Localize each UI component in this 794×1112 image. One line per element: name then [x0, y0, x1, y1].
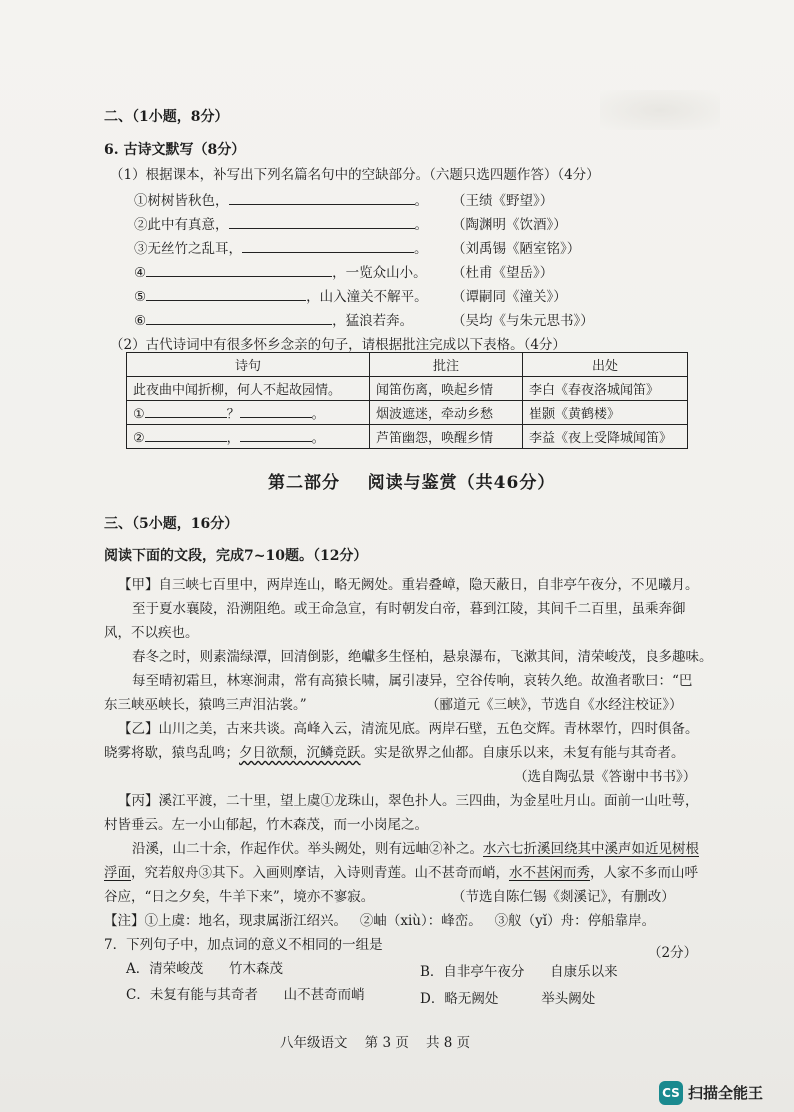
passage-jia-source: （郦道元《三峡》，节选自《水经注校证》） [426, 697, 683, 713]
passage-bing-line-4 [104, 861, 698, 881]
table-cell-poem [127, 401, 370, 425]
table-row [127, 425, 688, 449]
yi-underlined: 夕日欲颓，沉鳞竞跃 [239, 745, 361, 761]
row-punct: ， [226, 431, 240, 446]
line-post: ，猛浪若奔。 [332, 313, 414, 329]
camscanner-label: 扫描全能王 [688, 1084, 764, 1102]
table-cell-poem [127, 425, 370, 449]
q7-option-c[interactable]: C．未复有能与其奇者 山不甚奇而峭 [126, 987, 365, 1003]
bing-text: ，人家不多而山呼 [590, 865, 698, 881]
table-cell-note: 闻笛伤离，唤起乡情 [370, 377, 523, 401]
table-cell-note: 芦笛幽怨，唤醒乡情 [370, 425, 523, 449]
answer-blank[interactable] [240, 427, 312, 442]
q6-2-instruction: （2）古代诗词中有很多怀乡念亲的句子，请根据批注完成以下表格。（4分） [110, 337, 566, 353]
table-cell-poem: 此夜曲中闻折柳，何人不起故园情。 [127, 377, 370, 401]
line-num: ③ [134, 241, 148, 257]
passage-bing-line-1: 【丙】溪江平渡，二十里，望上虞①龙珠山，翠色扑人。三四曲，为金星吐月山。面前一山吐萼， [118, 793, 699, 809]
q7-option-b[interactable]: B．自非亭午夜分 自康乐以来 [420, 964, 618, 980]
passage-yi-source: （选自陶弘景《答谢中书书》） [514, 769, 697, 785]
answer-blank[interactable] [229, 190, 415, 205]
fill-line-5 [134, 285, 428, 305]
smudge [600, 90, 720, 130]
answer-blank[interactable] [229, 214, 415, 229]
part2-title: 第二部分 阅读与鉴赏（共46分） [268, 473, 556, 493]
bing-underlined: 浮面 [104, 865, 131, 881]
fill-line-2 [134, 213, 428, 233]
line-source-1: （王绩《野望》） [452, 193, 554, 209]
table-cell-source: 李白《春夜洛城闻笛》 [523, 377, 688, 401]
q7-stem: 7．下列句子中，加点词的意义不相同的一组是 [104, 937, 383, 953]
line-pre: 此中有真意， [147, 217, 229, 233]
bing-underlined: 水六七折溪回绕其中溪声如近见树根 [483, 841, 699, 857]
passage-bing-source: （节选自陈仁锡《剡溪记》，有删改） [452, 889, 675, 905]
passage-jia-line-6: 东三峡巫峡长，猿鸣三声泪沾裳。” [104, 697, 307, 713]
q6-title: 6. 古诗文默写（8分） [104, 142, 246, 158]
bing-text: ，究若舣舟③其下。入画则摩诘，入诗则青莲。山不甚奇而峭， [131, 865, 509, 881]
passage-jia-line-4: 春冬之时，则素湍绿潭，回清倒影，绝巘多生怪柏，悬泉瀑布，飞漱其间，清荣峻茂，良多趣味。 [132, 649, 713, 665]
row-punct: 。 [311, 431, 325, 446]
line-post: 。 [414, 193, 428, 209]
table-row [127, 377, 688, 401]
line-source-4: （杜甫《望岳》） [452, 265, 554, 281]
answer-blank[interactable] [146, 262, 332, 277]
passage-yi-line-2 [104, 741, 685, 761]
answer-blank[interactable] [240, 403, 312, 418]
line-source-3: （刘禹锡《陋室铭》） [452, 241, 581, 257]
fill-line-1 [134, 189, 428, 209]
yi-text: 晓雾将歇，猿鸟乱鸣； [104, 745, 239, 761]
passage-jia-line-2: 至于夏水襄陵，沿溯阻绝。或王命急宣，有时朝发白帝，暮到江陵，其间千二百里，虽乘奔御 [132, 601, 686, 617]
bing-underlined: 水不甚闲而秀 [509, 865, 590, 881]
line-source-2: （陶渊明《饮酒》） [452, 217, 567, 233]
bing-text: 沿溪，山二十余，作起作伏。举头阙处，则有远岫②补之。 [132, 841, 483, 857]
table-header: 批注 [370, 353, 523, 377]
q7-option-a[interactable]: A．清荣峻茂 竹木森茂 [126, 961, 283, 977]
passage-bing-line-5: 谷应，“日之夕矣，牛羊下来”，境亦不寥寂。 [104, 889, 375, 905]
passage-bing-line-2: 村皆垂云。左一小山郁起，竹木森茂，而一小岗尾之。 [104, 817, 428, 833]
line-num: ① [134, 193, 148, 209]
poem-table [126, 352, 688, 449]
table-cell-source: 李益《夜上受降城闻笛》 [523, 425, 688, 449]
table-header: 诗句 [127, 353, 370, 377]
passage-jia-line-3: 风，不以疾也。 [104, 625, 199, 641]
section2-heading: 二、（1小题，8分） [104, 109, 229, 125]
answer-blank[interactable] [146, 286, 306, 301]
table-header-row [127, 353, 688, 377]
table-cell-source: 崔颢《黄鹤楼》 [523, 401, 688, 425]
section3-heading: 三、（5小题，16分） [104, 516, 239, 532]
line-source-6: （吴均《与朱元思书》） [452, 313, 594, 329]
yi-text: 。实是欲界之仙都。自康乐以来，未复有能与其奇者。 [360, 745, 685, 761]
row-num: ① [133, 407, 145, 422]
passage-jia-line-1: 【甲】自三峡七百里中，两岸连山，略无阙处。重岩叠嶂，隐天蔽日，自非亭午夜分，不见曦月。 [118, 577, 699, 593]
line-num: ④ [134, 265, 147, 281]
line-source-5: （谭嗣同《潼关》） [452, 289, 567, 305]
line-post: ，山入潼关不解平。 [306, 289, 428, 305]
answer-blank[interactable] [145, 427, 227, 442]
answer-blank[interactable] [242, 238, 414, 253]
table-header: 出处 [523, 353, 688, 377]
line-pre: 树树皆秋色， [147, 193, 229, 209]
q6-1-instruction: （1）根据课本，补写出下列名篇名句中的空缺部分。（六题只选四题作答）（4分） [110, 167, 600, 183]
line-post: ，一览众山小。 [332, 265, 427, 281]
q7-score: （2分） [648, 945, 698, 961]
table-row [127, 401, 688, 425]
fill-line-6 [134, 309, 413, 329]
answer-blank[interactable] [145, 403, 227, 418]
fill-line-4 [134, 261, 427, 281]
line-num: ② [134, 217, 148, 233]
answer-blank[interactable] [146, 310, 332, 325]
line-post: 。 [414, 217, 428, 233]
table-cell-note: 烟波遮迷，牵动乡愁 [370, 401, 523, 425]
footnote: 【注】①上虞：地名，现隶属浙江绍兴。 ②岫（xiù）：峰峦。 ③舣（yǐ）舟：停船靠岸。 [104, 913, 656, 929]
row-punct: ？ [226, 407, 240, 422]
page-footer: 八年级语文 第 3 页 共 8 页 [280, 1035, 471, 1051]
line-post: 。 [414, 241, 428, 257]
line-num: ⑤ [134, 289, 147, 305]
camscanner-logo-icon: CS [659, 1081, 683, 1105]
row-num: ② [133, 431, 145, 446]
row-punct: 。 [311, 407, 325, 422]
passage-yi-line-1: 【乙】山川之美，古来共谈。高峰入云，清流见底。两岸石壁，五色交辉。青林翠竹，四时俱备。 [118, 721, 699, 737]
line-num: ⑥ [134, 313, 147, 329]
fill-line-3 [134, 237, 428, 257]
reading-instruction: 阅读下面的文段，完成7~10题。（12分） [104, 548, 368, 564]
q7-option-d[interactable]: D．略无阙处 举头阙处 [420, 991, 596, 1007]
passage-bing-line-3 [132, 837, 699, 857]
line-pre: 无丝竹之乱耳， [147, 241, 242, 257]
passage-jia-line-5: 每至晴初霜旦，林寒涧肃，常有高猿长啸，属引凄异，空谷传响，哀转久绝。故渔者歌曰：“巴 [132, 673, 693, 689]
